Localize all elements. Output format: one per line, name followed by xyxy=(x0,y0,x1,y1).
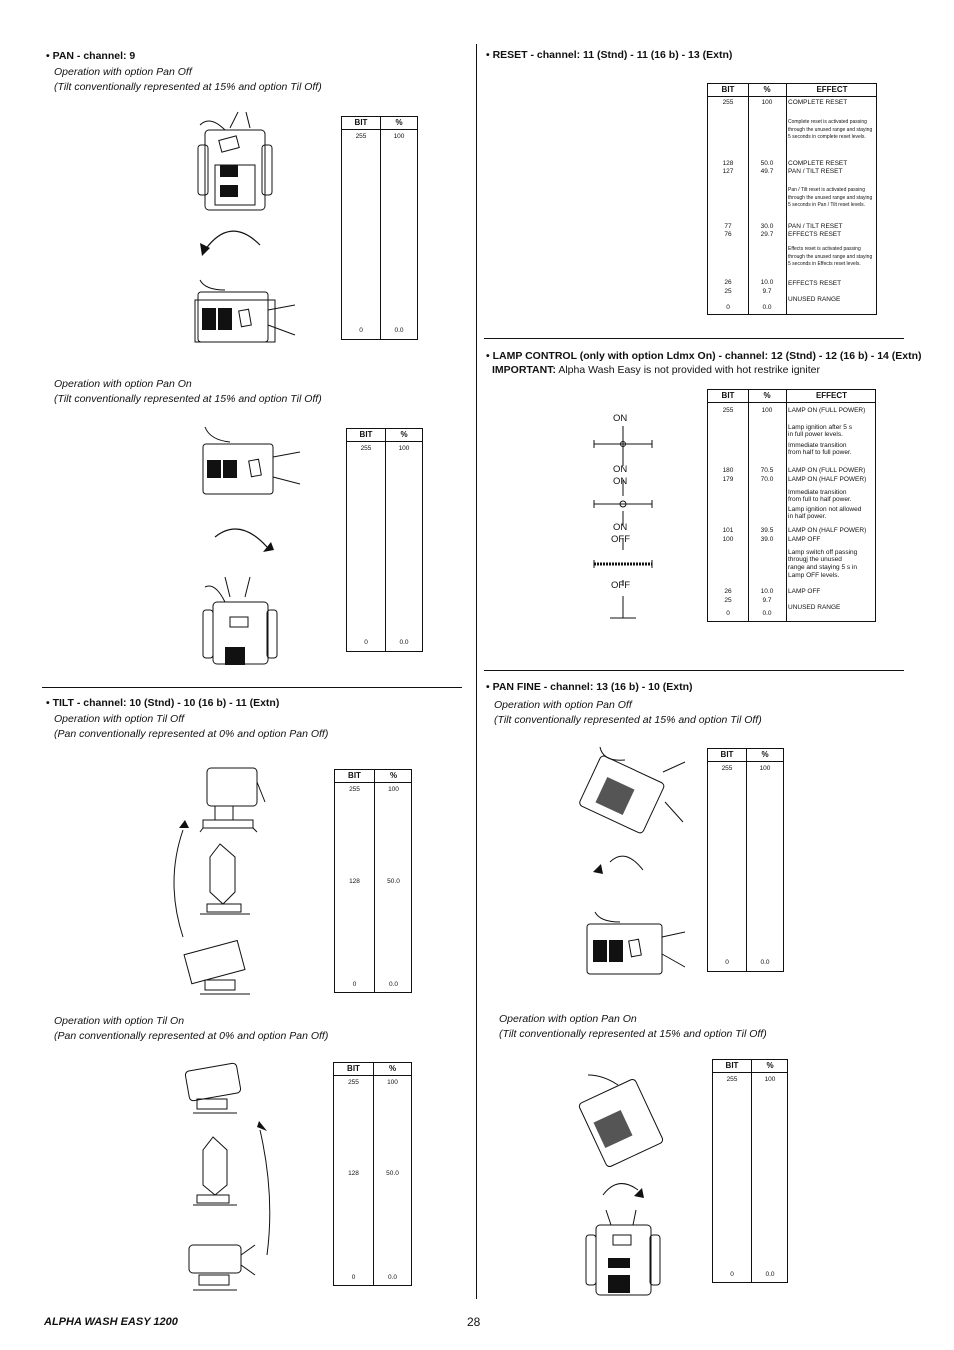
pct-cell: 10.0 xyxy=(760,588,774,595)
effect-cell: EFFECTS RESET xyxy=(788,231,842,238)
col-pct-header: % xyxy=(761,750,769,759)
bit-bottom: 0 xyxy=(730,1271,734,1278)
state-on-label: ON xyxy=(613,476,628,487)
effect-cell: LAMP ON (FULL POWER) xyxy=(788,407,866,414)
effect-cell: UNUSED RANGE xyxy=(788,604,841,611)
pct-cell: 100 xyxy=(761,99,773,106)
note-line: througj the unused xyxy=(788,556,842,563)
col-pct-header: % xyxy=(400,430,408,439)
bit-mid: 128 xyxy=(348,1170,359,1177)
note-line: in half power. xyxy=(788,513,827,520)
pct-mid: 50.0 xyxy=(387,878,400,885)
pct-mid: 50.0 xyxy=(386,1170,399,1177)
bit-mid: 128 xyxy=(349,878,360,885)
col-bit-header: BIT xyxy=(359,430,373,439)
bit-top: 255 xyxy=(726,1076,738,1083)
section-rule-tilt xyxy=(42,687,462,688)
column-divider xyxy=(476,44,477,1299)
effect-cell: UNUSED RANGE xyxy=(788,296,841,303)
bit-cell: 26 xyxy=(724,588,732,595)
pct-bottom: 0.0 xyxy=(760,959,770,966)
pan-title: • PAN - channel: 9 xyxy=(46,50,136,62)
page-number: 28 xyxy=(467,1315,481,1329)
col-pct-header: % xyxy=(766,1061,774,1070)
pct-cell: 30.0 xyxy=(760,223,774,230)
pan-on-table xyxy=(346,428,423,652)
tilt-on-figure xyxy=(175,1055,285,1305)
pan-off-table xyxy=(341,116,418,340)
state-on-label: ON xyxy=(613,522,628,533)
pct-cell: 9.7 xyxy=(762,597,772,604)
pct-top: 100 xyxy=(398,445,410,452)
col-bit-header: BIT xyxy=(725,1061,739,1070)
col-pct-header: % xyxy=(395,118,403,127)
note-line: Complete reset is activated passing xyxy=(788,119,867,125)
important-label: IMPORTANT: xyxy=(492,364,556,376)
bit-cell: 0 xyxy=(726,304,730,311)
col-pct-header: % xyxy=(763,391,771,400)
bit-cell: 255 xyxy=(722,99,734,106)
col-pct-header: % xyxy=(763,85,771,94)
col-effect-header: EFFECT xyxy=(815,391,848,400)
bit-cell: 0 xyxy=(726,610,730,617)
lamp-state-diagram xyxy=(590,410,660,622)
bit-cell: 25 xyxy=(724,288,732,295)
lamp-important xyxy=(492,364,820,376)
bit-cell: 128 xyxy=(722,160,734,167)
effect-cell: EFFECTS RESET xyxy=(788,280,842,287)
important-text: Alpha Wash Easy is not provided with hot restrike igniter xyxy=(558,364,820,376)
note-line: Immediate transition xyxy=(788,489,847,496)
bit-top: 255 xyxy=(721,765,733,772)
section-rule-panfine xyxy=(484,670,904,671)
bit-top: 255 xyxy=(360,445,372,452)
bit-bottom: 0 xyxy=(725,959,729,966)
col-bit-header: BIT xyxy=(720,750,734,759)
col-bit-header: BIT xyxy=(354,118,368,127)
effect-cell: LAMP OFF xyxy=(788,588,821,595)
lamp-table xyxy=(707,389,876,622)
bit-cell: 255 xyxy=(722,407,734,414)
col-bit-header: BIT xyxy=(348,771,361,780)
pct-top: 100 xyxy=(764,1076,776,1083)
footer-product-name: ALPHA WASH EASY 1200 xyxy=(44,1316,178,1328)
pct-cell: 70.0 xyxy=(760,476,774,483)
pct-top: 100 xyxy=(388,786,399,793)
note-line: Pan / Tilt reset is activated passing xyxy=(788,187,865,193)
note-line: Effects reset is activated passing xyxy=(788,246,861,252)
pct-cell: 70.5 xyxy=(760,467,774,474)
bit-cell: 101 xyxy=(722,527,734,534)
bit-top: 255 xyxy=(349,786,360,793)
bit-bottom: 0 xyxy=(364,639,368,646)
note-line: 5 seconds in Pan / Tilt reset levels. xyxy=(788,202,865,208)
pct-top: 100 xyxy=(387,1079,398,1086)
col-bit-header: BIT xyxy=(721,85,735,94)
note-line: through the unused range and staying xyxy=(788,194,873,201)
section-rule-lamp xyxy=(484,338,904,339)
pan-off-line1: Operation with option Pan Off xyxy=(54,66,192,78)
pct-cell: 100 xyxy=(761,407,773,414)
pct-bottom: 0.0 xyxy=(399,639,409,646)
effect-cell: PAN / TILT RESET xyxy=(788,168,843,175)
bit-top: 255 xyxy=(348,1079,359,1086)
reset-table xyxy=(707,83,877,315)
bit-cell: 25 xyxy=(724,597,732,604)
note-line: in full power levels. xyxy=(788,431,843,438)
pan-on-line1: Operation with option Pan On xyxy=(54,378,192,390)
pan-off-figure xyxy=(190,110,300,360)
tilt-off-figure xyxy=(165,762,275,1007)
effect-cell: LAMP ON (HALF POWER) xyxy=(788,476,867,483)
col-bit-header: BIT xyxy=(721,391,735,400)
panfine-on-line1: Operation with option Pan On xyxy=(499,1013,637,1025)
bit-bottom: 0 xyxy=(359,327,363,334)
pct-cell: 39.0 xyxy=(760,536,774,543)
panfine-on-table xyxy=(712,1059,788,1283)
col-bit-header: BIT xyxy=(347,1064,360,1073)
tilt-off-table xyxy=(334,769,412,993)
pan-on-line2: (Tilt conventionally represented at 15% and option Til Off) xyxy=(54,393,322,405)
lamp-title: • LAMP CONTROL (only with option Ldmx On) - channel: 12 (Stnd) - 12 (16 b) - 14 (Extn) xyxy=(486,350,922,362)
col-effect-header: EFFECT xyxy=(816,85,848,94)
pct-cell: 50.0 xyxy=(760,160,774,167)
panfine-on-figure xyxy=(578,1070,678,1300)
bit-cell: 179 xyxy=(722,476,734,483)
panfine-off-line2: (Tilt conventionally represented at 15% and option Til Off) xyxy=(494,714,762,726)
pan-on-figure xyxy=(195,422,305,672)
note-line: through the unused range and staying xyxy=(788,126,873,133)
tilt-on-line1: Operation with option Til On xyxy=(54,1015,185,1027)
note-line: through the unused range and staying xyxy=(788,253,873,260)
col-pct-header: % xyxy=(388,1064,397,1073)
bit-bottom: 0 xyxy=(352,981,357,988)
tilt-on-line2: (Pan conventionally represented at 0% and option Pan Off) xyxy=(54,1030,329,1042)
pct-cell: 0.0 xyxy=(762,610,772,617)
pct-bottom: 0.0 xyxy=(387,1274,398,1281)
pct-cell: 39.5 xyxy=(760,527,774,534)
state-on-label: ON xyxy=(613,413,628,424)
note-line: Lamp ignition not allowed xyxy=(788,506,862,513)
bit-cell: 77 xyxy=(724,223,732,230)
state-on-label: ON xyxy=(613,464,628,475)
bit-top: 255 xyxy=(355,133,367,140)
bit-cell: 127 xyxy=(722,168,734,175)
pct-cell: 29.7 xyxy=(760,231,774,238)
effect-cell: LAMP ON (HALF POWER) xyxy=(788,527,867,534)
note-line: range and staying 5 s in xyxy=(788,564,858,571)
bit-bottom: 0 xyxy=(351,1274,356,1281)
note-line: from full to half power. xyxy=(788,496,852,503)
note-line: Lamp OFF levels. xyxy=(788,572,840,579)
note-line: 5 seconds in complete reset levels. xyxy=(788,134,866,140)
effect-cell: LAMP ON (FULL POWER) xyxy=(788,467,866,474)
effect-cell: COMPLETE RESET xyxy=(788,99,848,106)
tilt-off-line1: Operation with option Til Off xyxy=(54,713,185,725)
effect-cell: COMPLETE RESET xyxy=(788,160,848,167)
pct-bottom: 0.0 xyxy=(765,1271,775,1278)
note-line: Lamp ignition after 5 s xyxy=(788,424,852,431)
note-line: Lamp switch off passing xyxy=(788,549,858,556)
pct-top: 100 xyxy=(393,133,405,140)
bit-cell: 26 xyxy=(724,279,732,286)
panfine-off-figure xyxy=(575,742,690,992)
col-pct-header: % xyxy=(389,771,398,780)
bit-cell: 100 xyxy=(722,536,734,543)
pct-top: 100 xyxy=(759,765,771,772)
pct-cell: 9.7 xyxy=(762,288,772,295)
pct-cell: 0.0 xyxy=(762,304,772,311)
tilt-on-table xyxy=(333,1062,412,1286)
pan-off-line2: (Tilt conventionally represented at 15% and option Til Off) xyxy=(54,81,322,93)
note-line: 5 seconds in Effects reset levels. xyxy=(788,261,861,267)
panfine-title: • PAN FINE - channel: 13 (16 b) - 10 (Extn) xyxy=(486,681,693,693)
pct-cell: 49.7 xyxy=(760,168,774,175)
pct-cell: 10.0 xyxy=(760,279,774,286)
effect-cell: PAN / TILT RESET xyxy=(788,223,843,230)
bit-cell: 76 xyxy=(724,231,732,238)
panfine-off-table xyxy=(707,748,784,972)
state-off-label: OFF xyxy=(611,580,630,591)
pct-bottom: 0.0 xyxy=(388,981,399,988)
tilt-off-line2: (Pan conventionally represented at 0% and option Pan Off) xyxy=(54,728,329,740)
note-line: from half to full power. xyxy=(788,449,852,456)
panfine-off-line1: Operation with option Pan Off xyxy=(494,699,632,711)
tilt-title: • TILT - channel: 10 (Stnd) - 10 (16 b) - 11 (Extn) xyxy=(46,697,280,709)
reset-title: • RESET - channel: 11 (Stnd) - 11 (16 b) - 13 (Extn) xyxy=(486,49,733,61)
effect-cell: LAMP OFF xyxy=(788,536,821,543)
state-off-label: OFF xyxy=(611,534,630,545)
bit-cell: 180 xyxy=(722,467,734,474)
panfine-on-line2: (Tilt conventionally represented at 15% and option Til Off) xyxy=(499,1028,767,1040)
note-line: Immediate transition xyxy=(788,442,847,449)
pct-bottom: 0.0 xyxy=(394,327,404,334)
